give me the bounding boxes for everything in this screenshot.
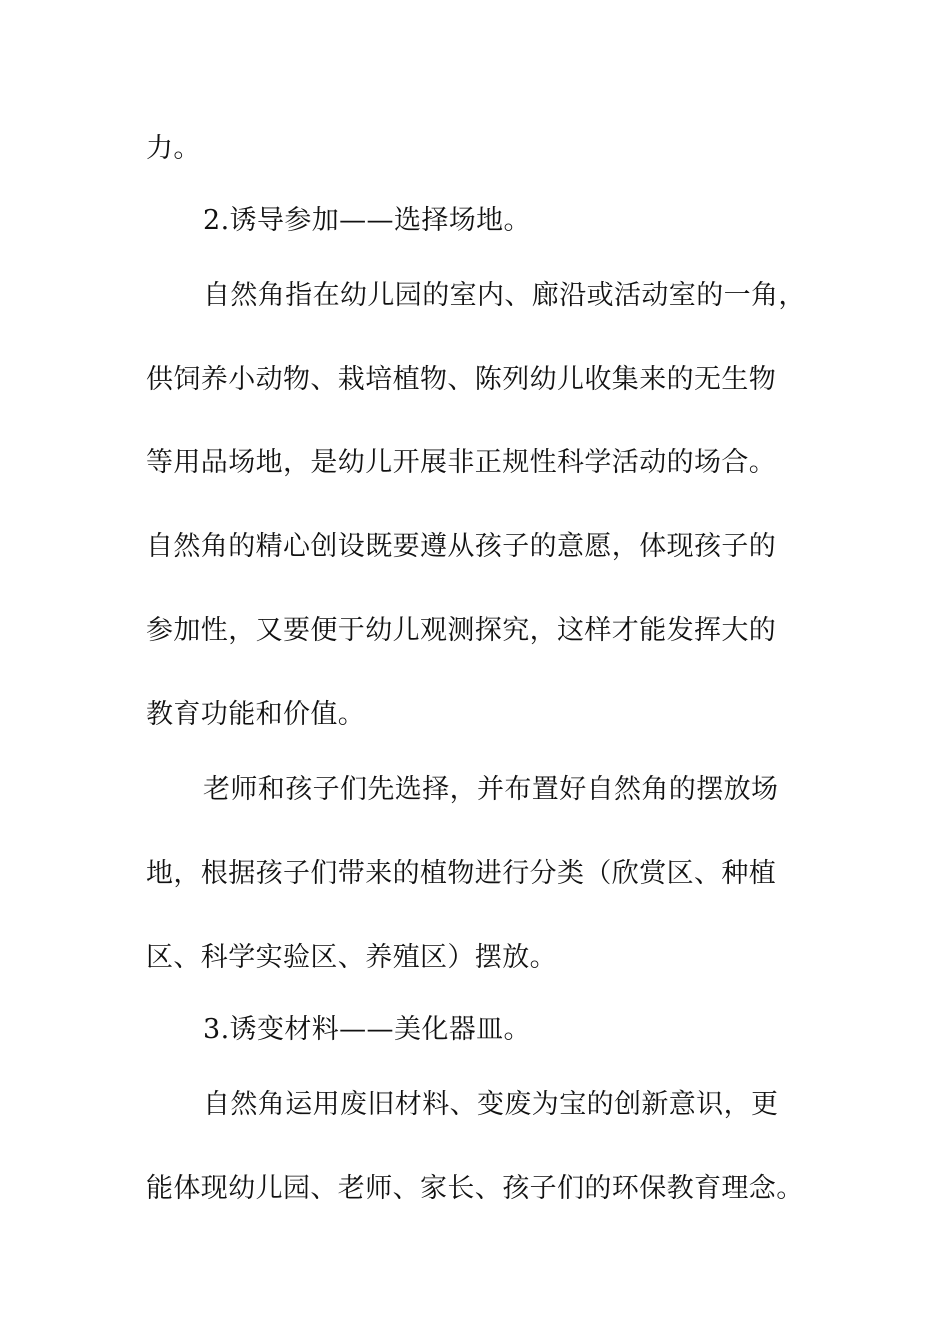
section-heading-3: 3.诱变材料——美化器皿。 (203, 1014, 531, 1045)
text-line-7: 参加性，又要便于幼儿观测探究，这样才能发挥大的 (146, 615, 777, 646)
text-line-10: 地，根据孩子们带来的植物进行分类（欣赏区、种植 (146, 858, 777, 889)
text-line-11: 区、科学实验区、养殖区）摆放。 (146, 942, 557, 973)
section-heading-2: 2.诱导参加——选择场地。 (203, 205, 531, 236)
text-line-5: 等用品场地，是幼儿开展非正规性科学活动的场合。 (146, 447, 777, 478)
text-line-14: 能体现幼儿园、老师、家长、孩子们的环保教育理念。 (146, 1173, 804, 1204)
text-line-9: 老师和孩子们先选择，并布置好自然角的摆放场 (203, 774, 779, 805)
text-line-6: 自然角的精心创设既要遵从孩子的意愿，体现孩子的 (146, 531, 777, 562)
text-line-8: 教育功能和价值。 (146, 699, 366, 730)
text-line-4: 供饲养小动物、栽培植物、陈列幼儿收集来的无生物 (146, 364, 777, 395)
text-line-1: 力。 (146, 133, 201, 164)
text-line-3: 自然角指在幼儿园的室内、廊沿或活动室的一角， (203, 280, 806, 311)
text-line-13: 自然角运用废旧材料、变废为宝的创新意识，更 (203, 1089, 779, 1120)
